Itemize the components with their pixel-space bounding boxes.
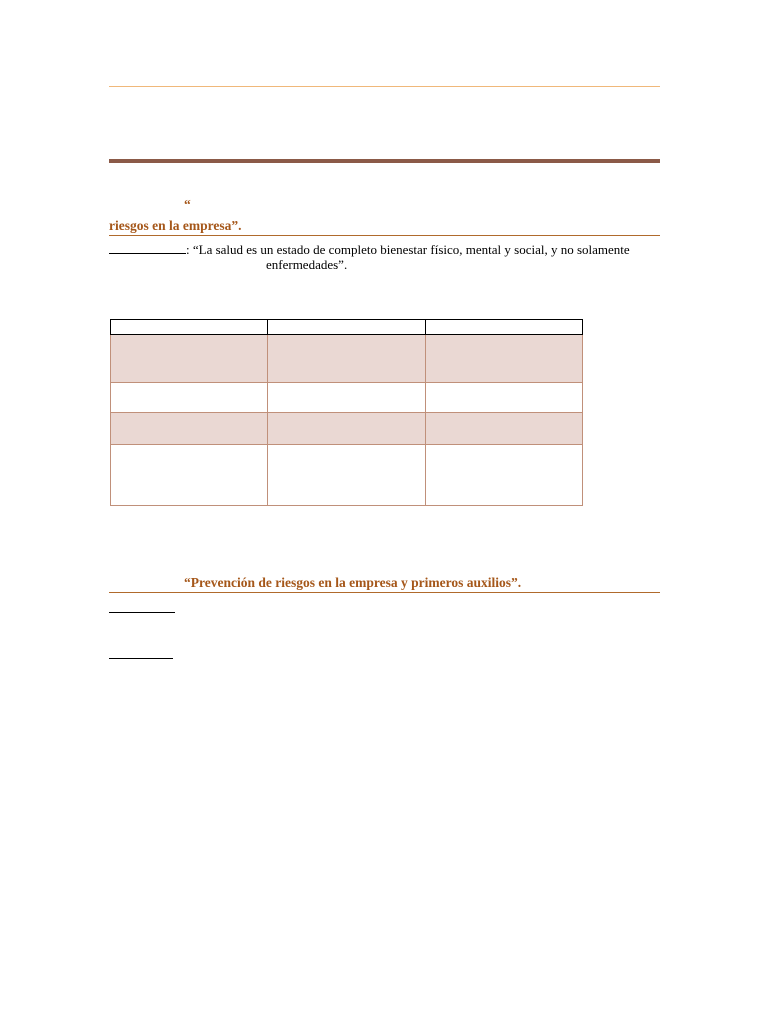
- definition-line-1: [109, 241, 630, 258]
- table-cell: [268, 413, 426, 445]
- table-header-cell: [268, 320, 426, 335]
- table-header-cell: [426, 320, 583, 335]
- header-top-rule: [109, 86, 660, 87]
- section-1-title: riesgos en la empresa”.: [109, 218, 242, 233]
- table-row: [111, 413, 583, 445]
- data-table: [110, 319, 583, 506]
- table-cell: [268, 445, 426, 506]
- table-row: [111, 445, 583, 506]
- table-cell: [426, 445, 583, 506]
- answer-blank-2: [109, 658, 173, 659]
- table-cell: [426, 413, 583, 445]
- table-cell: [111, 335, 268, 383]
- table-cell: [111, 445, 268, 506]
- definition-blank: [109, 241, 186, 254]
- definition-line-2: enfermedades”.: [266, 257, 348, 272]
- definition-text: : “La salud es un estado de completo bienestar físico, mental y social, y no solamente: [186, 242, 630, 257]
- table-row: [111, 335, 583, 383]
- table-cell: [111, 413, 268, 445]
- section-2-title: “Prevención de riesgos en la empresa y primeros auxilios”.: [184, 575, 522, 590]
- table-header-row: [111, 320, 583, 335]
- section-1-rule: [109, 235, 660, 236]
- header-thick-rule: [109, 159, 660, 163]
- table-cell: [426, 335, 583, 383]
- table-cell: [426, 383, 583, 413]
- table-row: [111, 383, 583, 413]
- table-cell: [111, 383, 268, 413]
- section-1-open-quote: “: [184, 197, 191, 212]
- table-header-cell: [111, 320, 268, 335]
- section-2-rule: [109, 592, 660, 593]
- table-cell: [268, 335, 426, 383]
- answer-blank-1: [109, 612, 175, 613]
- table-cell: [268, 383, 426, 413]
